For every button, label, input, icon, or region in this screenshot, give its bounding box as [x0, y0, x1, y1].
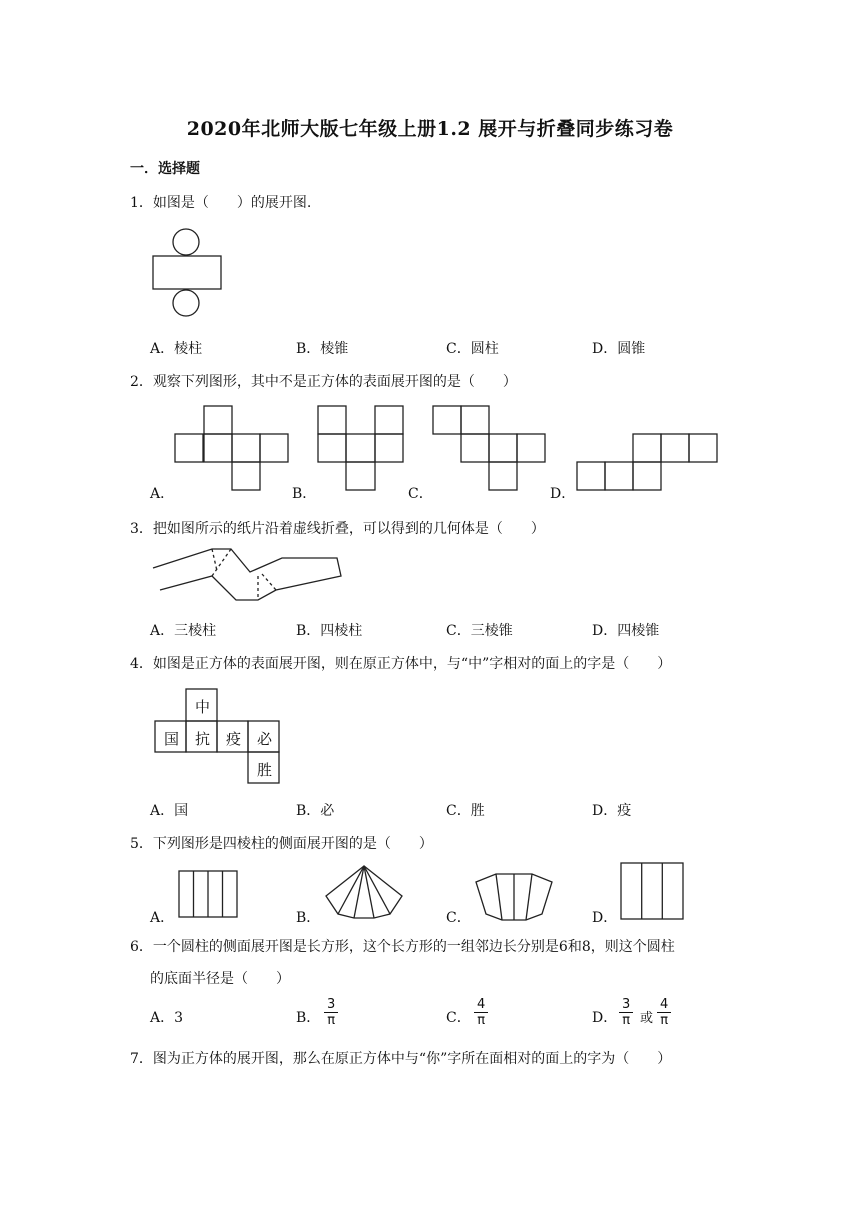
net-circle-bottom: [173, 290, 199, 316]
fraction-numerator: 3: [619, 997, 633, 1013]
question-5-option-b[interactable]: B．: [296, 910, 321, 926]
question-7-stem: 7．图为正方体的展开图，那么在原正方体中与“你”字所在面相对的面上的字为（ ）: [130, 1051, 672, 1067]
cube-net-a-figure: [174, 406, 294, 496]
fraction-numerator: 3: [324, 997, 338, 1013]
pyramid-side-net-b-figure: [324, 864, 404, 922]
cube-net-d-figure: [576, 434, 721, 496]
question-5-stem: 5．下列图形是四棱柱的侧面展开图的是（ ）: [130, 836, 433, 852]
fold-line-4: [262, 574, 276, 590]
cylinder-net-figure: [150, 228, 230, 320]
question-3-option-d[interactable]: D．四棱锥: [592, 623, 660, 639]
question-6-option-b[interactable]: B．: [296, 1010, 321, 1026]
cube-face-sheng: 胜: [256, 761, 272, 779]
fraction-3-over-pi-d: [619, 997, 633, 1028]
question-6-stem-continued: 的底面半径是（ ）: [150, 971, 290, 987]
question-6-option-c[interactable]: C．: [446, 1010, 471, 1026]
question-2-stem: 2．观察下列图形，其中不是正方体的表面展开图的是（ ）: [130, 374, 517, 390]
cube-face-yi: 疫: [225, 730, 241, 748]
question-1-option-d[interactable]: D．圆锥: [592, 341, 646, 357]
cube-net-c-figure: [432, 406, 552, 496]
fraction-denominator: π: [327, 1013, 336, 1028]
net-circle-top: [173, 229, 199, 255]
fraction-denominator: π: [477, 1013, 486, 1028]
page-title: 2020年北师大版七年级上册1.2 展开与折叠同步练习卷: [186, 118, 674, 140]
question-6-option-a[interactable]: A．3: [150, 1010, 184, 1026]
question-4-option-b[interactable]: B．必: [296, 803, 335, 819]
cube-face-guo: 国: [163, 730, 179, 748]
prism-side-net-d-figure: [620, 862, 686, 922]
question-2-option-a[interactable]: A．: [150, 486, 175, 502]
question-4-option-a[interactable]: A．国: [150, 803, 189, 819]
fraction-denominator: π: [660, 1013, 669, 1028]
fraction-4-over-pi-d: [657, 997, 671, 1028]
fraction-3-over-pi-b: [324, 997, 338, 1028]
question-1-option-c[interactable]: C．圆柱: [446, 341, 499, 357]
question-3-option-c[interactable]: C．三棱锥: [446, 623, 513, 639]
question-1-option-b[interactable]: B．棱锥: [296, 341, 349, 357]
cube-face-zhong: 中: [194, 698, 210, 716]
strip-left: [153, 549, 341, 600]
frustum-side-net-c-figure: [474, 870, 554, 922]
question-4-option-d[interactable]: D．疫: [592, 803, 632, 819]
question-2-option-b[interactable]: B．: [292, 486, 317, 502]
cube-net-b-figure: [317, 406, 412, 496]
question-1-option-a[interactable]: A．棱柱: [150, 341, 203, 357]
fraction-denominator: π: [622, 1013, 631, 1028]
fold-line-1: [212, 549, 217, 571]
question-3-option-a[interactable]: A．三棱柱: [150, 623, 217, 639]
question-3-stem: 3．把如图所示的纸片沿着虚线折叠，可以得到的几何体是（ ）: [130, 521, 545, 537]
folding-strip-figure: [150, 546, 350, 606]
question-4-option-c[interactable]: C．胜: [446, 803, 485, 819]
cube-face-bi: 必: [256, 730, 272, 748]
question-5-option-c[interactable]: C．: [446, 910, 471, 926]
fraction-4-over-pi-c: [474, 997, 488, 1028]
question-2-option-d[interactable]: D．: [550, 486, 576, 502]
net-rectangle: [153, 256, 221, 289]
question-5-option-a[interactable]: A．: [150, 910, 175, 926]
fraction-numerator: 4: [474, 997, 488, 1013]
question-2-option-c[interactable]: C．: [408, 486, 433, 502]
cube-face-kang: 抗: [194, 730, 210, 748]
or-text: 或: [640, 1011, 654, 1026]
section-heading: 一．选择题: [130, 161, 200, 177]
question-5-option-d[interactable]: D．: [592, 910, 618, 926]
question-6-stem: 6．一个圆柱的侧面展开图是长方形，这个长方形的一组邻边长分别是6和8，则这个圆柱: [130, 939, 675, 955]
question-6-option-d[interactable]: D．: [592, 1010, 618, 1026]
question-4-stem: 4．如图是正方体的表面展开图，则在原正方体中，与“中”字相对的面上的字是（ ）: [130, 656, 672, 672]
fraction-numerator: 4: [657, 997, 671, 1013]
question-1-stem: 1．如图是（ ）的展开图.: [130, 195, 312, 211]
question-3-option-b[interactable]: B．四棱柱: [296, 623, 363, 639]
prism-side-net-a-figure: [178, 870, 240, 920]
